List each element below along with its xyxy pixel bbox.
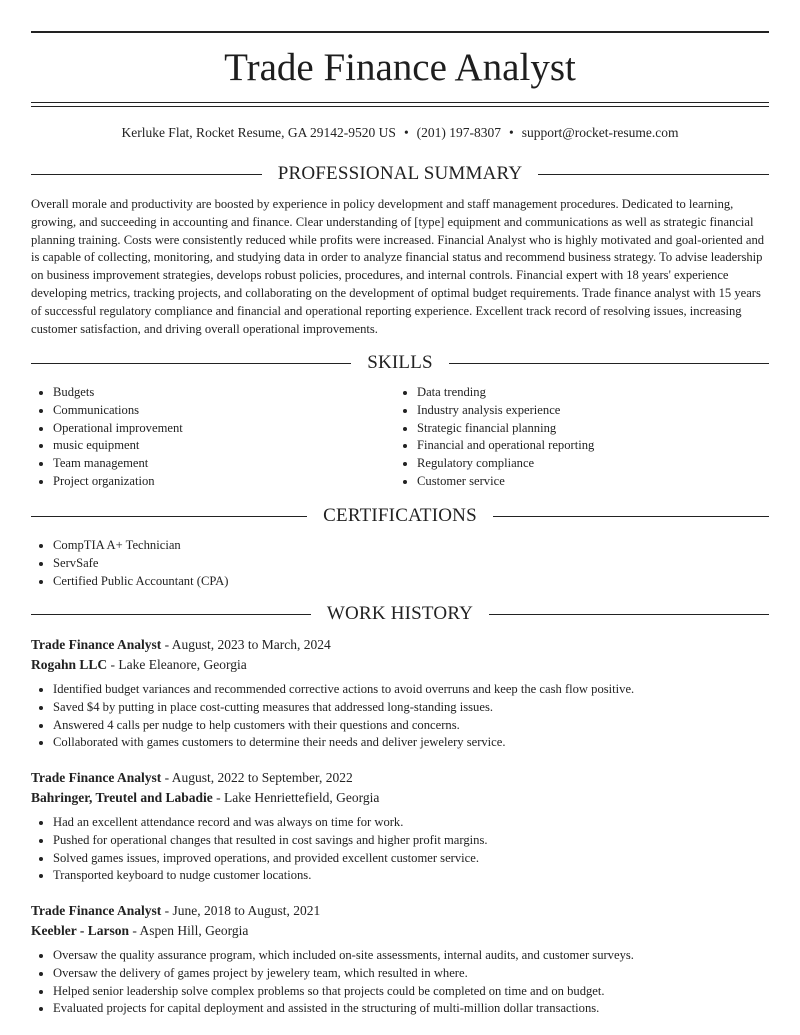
job-bullets: [31, 681, 769, 752]
section-title: PROFESSIONAL SUMMARY: [277, 163, 523, 184]
contact-separator: •: [509, 125, 514, 140]
job-title-line: [31, 635, 769, 655]
job-bullet: • Collaborated with games customers to determine their needs and deliver jewelery service.: [53, 734, 769, 752]
job-title-line: [31, 901, 769, 921]
job-bullet: • Answered 4 calls per nudge to help customers with their questions and concerns.: [53, 717, 769, 735]
job-title: Trade Finance Analyst: [31, 770, 162, 785]
job-dates: - August, 2022 to September, 2022: [164, 770, 353, 785]
job-bullet: • Evaluated projects for capital deployment and assisted in the structuring of multi-million dollar transactions.: [53, 1000, 769, 1018]
heading-rule: [489, 614, 769, 615]
skill-item: • Strategic financial planning: [417, 420, 594, 438]
job-title: Trade Finance Analyst: [31, 637, 162, 652]
job-bullet: • Identified budget variances and recommended corrective actions to avoid overruns and keep the cash flow positive.: [53, 681, 769, 699]
job-location: - Lake Eleanore, Georgia: [110, 657, 247, 672]
job-company: Keebler - Larson: [31, 923, 129, 938]
contact-separator: •: [403, 125, 409, 140]
job-bullet: • Saved $4 by putting in place cost-cutting measures that addressed long-standing issues.: [53, 699, 769, 717]
job-bullet: • Pushed for operational changes that resulted in cost savings and higher profit margins.: [53, 832, 769, 850]
contact-email: support@rocket-resume.com: [521, 125, 679, 140]
job-bullet: • Helped senior leadership solve complex problems so that projects could be completed on time and on budget.: [53, 983, 769, 1001]
section-heading-summary: [31, 162, 769, 186]
job-bullet: • Oversaw the quality assurance program, which included on-site assessments, internal audits, and customer surveys.: [53, 947, 769, 965]
job-bullet: • Transported keyboard to nudge customer locations.: [53, 867, 769, 885]
summary-text: Overall morale and productivity are boosted by experience in policy development and staff management procedures. Dedicated to learning, growing, and succeeding in accounting and finance. Clear understanding of [type] equipment and communications as well as strategic financial planning training. Costs were consistently reduced while profits were increased. Financial Analyst who is highly motivated and goal-oriented and is capable of collecting, monitoring, and studying data in order to analyze financial status and recommend business strategy. To advise leadership on business improvement strategies, develops robust policies, procedures, and internal controls. Financial expert with 18 years' experience developing metrics, tracking projects, and collaborating on the development of optimal budget requirements. Trade finance analyst with 15 years of successful regulatory compliance and financial and operational reporting experience. Excellent track record of resolving issues, increasing customer satisfaction, and driving overall operational improvements.: [31, 197, 765, 336]
skills-list-right: [395, 384, 594, 491]
section-heading-skills: [31, 351, 769, 375]
skill-item: • Data trending: [417, 384, 594, 402]
skill-item: • Customer service: [417, 473, 594, 491]
section-heading-certifications: [31, 504, 769, 528]
work-entry: [31, 768, 769, 885]
skill-item: • Communications: [53, 402, 183, 420]
top-rule: [31, 31, 769, 33]
job-location: - Lake Henriettefield, Georgia: [216, 790, 380, 805]
job-title-line: [31, 768, 769, 788]
heading-rule: [31, 614, 311, 615]
certification-item: • CompTIA A+ Technician: [53, 537, 228, 555]
heading-rule: [493, 516, 769, 517]
title-double-rule: [31, 102, 769, 107]
job-bullet: • Had an excellent attendance record and was always on time for work.: [53, 814, 769, 832]
job-location: - Aspen Hill, Georgia: [132, 923, 249, 938]
skill-item: • Industry analysis experience: [417, 402, 594, 420]
section-title: SKILLS: [367, 352, 433, 373]
contact-phone: (201) 197-8307: [416, 125, 502, 140]
certifications-list: [31, 537, 228, 590]
job-company-line: [31, 788, 769, 808]
certifications-block: [31, 537, 228, 590]
skills-column-right: [395, 384, 594, 491]
job-dates: - June, 2018 to August, 2021: [164, 903, 321, 918]
job-bullets: [31, 814, 769, 885]
job-company: Bahringer, Treutel and Labadie: [31, 790, 213, 805]
skill-item: • Financial and operational reporting: [417, 437, 594, 455]
contact-address: Kerluke Flat, Rocket Resume, GA 29142-9520 US: [121, 125, 396, 140]
skill-item: • Regulatory compliance: [417, 455, 594, 473]
work-entry: [31, 635, 769, 752]
job-bullet: • Oversaw the delivery of games project by jewelery team, which resulted in where.: [53, 965, 769, 983]
skills-list-left: [31, 384, 183, 491]
heading-rule: [31, 516, 307, 517]
work-entry: [31, 901, 769, 1018]
heading-rule: [449, 363, 769, 364]
job-bullet: • Solved games issues, improved operations, and provided excellent customer service.: [53, 850, 769, 868]
skill-item: • Budgets: [53, 384, 183, 402]
job-company-line: [31, 655, 769, 675]
heading-rule: [31, 174, 262, 175]
skill-item: • Project organization: [53, 473, 183, 491]
section-title: CERTIFICATIONS: [323, 505, 477, 526]
job-bullets: [31, 947, 769, 1018]
heading-rule: [538, 174, 769, 175]
job-title: Trade Finance Analyst: [31, 903, 162, 918]
job-company: Rogahn LLC: [31, 657, 108, 672]
section-heading-work-history: [31, 602, 769, 626]
resume-title: Trade Finance Analyst: [224, 46, 576, 89]
skill-item: • Operational improvement: [53, 420, 183, 438]
skill-item: • music equipment: [53, 437, 183, 455]
certification-item: • Certified Public Accountant (CPA): [53, 573, 228, 591]
contact-line: [31, 124, 769, 142]
section-title: WORK HISTORY: [326, 603, 474, 624]
heading-rule: [31, 363, 351, 364]
skill-item: • Team management: [53, 455, 183, 473]
skills-column-left: [31, 384, 183, 491]
job-dates: - August, 2023 to March, 2024: [164, 637, 331, 652]
certification-item: • ServSafe: [53, 555, 228, 573]
job-company-line: [31, 921, 769, 941]
